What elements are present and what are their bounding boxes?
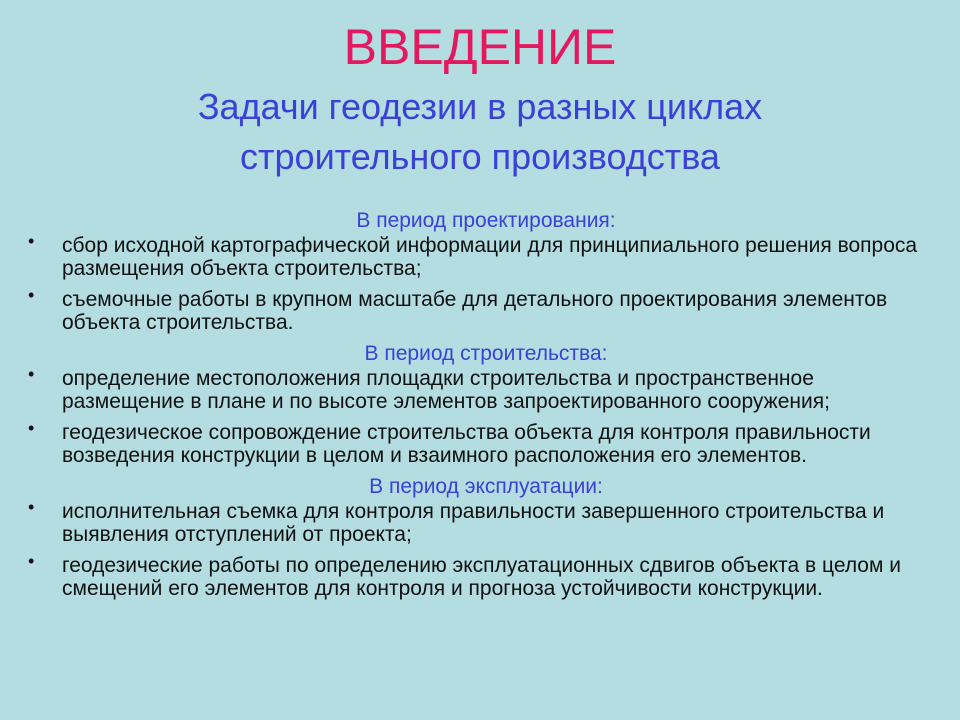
bullet-text: геодезическое сопровождение строительства объекта для контроля правильности возведения конструкции в целом и взаимного расположения его элементов.	[62, 421, 871, 467]
bullet-item	[26, 364, 936, 413]
subtitle-line: Задачи геодезии в разных циклах	[197, 86, 763, 127]
slide-title: ВВЕДЕНИЕ	[343, 19, 617, 75]
bullet-list	[26, 231, 936, 334]
bullet-list	[26, 364, 936, 467]
bullet-item	[26, 551, 936, 600]
bullet-icon: •	[28, 231, 35, 251]
slide-subtitle	[100, 82, 860, 182]
section-operation	[26, 475, 936, 600]
bullet-text: съемочные работы в крупном масштабе для детального проектирования элементов объекта строительства.	[62, 288, 888, 334]
bullet-icon: •	[28, 551, 35, 571]
bullet-text: геодезические работы по определению эксплуатационных сдвигов объекта в целом и смещений его элементов для контроля и прогноза устойчивости конструкции.	[62, 554, 901, 600]
section-heading: В период проектирования:	[356, 209, 616, 232]
section-design	[26, 209, 936, 334]
section-heading: В период эксплуатации:	[369, 475, 603, 498]
section-construction	[26, 342, 936, 467]
slide-content	[26, 209, 936, 608]
bullet-item	[26, 231, 936, 280]
bullet-text: определение местоположения площадки строительства и пространственное размещение в плане и по высоте элементов запроектированного сооружения;	[62, 367, 830, 413]
bullet-icon: •	[28, 497, 35, 517]
bullet-icon: •	[28, 285, 35, 305]
bullet-item	[26, 285, 936, 334]
subtitle-line: строительного производства	[240, 136, 720, 177]
bullet-text: сбор исходной картографической информации для принципиального решения вопроса размещения объекта строительства;	[62, 234, 918, 280]
bullet-icon: •	[28, 418, 35, 438]
bullet-item	[26, 497, 936, 546]
bullet-text: исполнительная съемка для контроля правильности завершенного строительства и выявления отступлений от проекта;	[62, 500, 885, 546]
bullet-list	[26, 497, 936, 600]
bullet-item	[26, 418, 936, 467]
bullet-icon: •	[28, 364, 35, 384]
section-heading: В период строительства:	[364, 342, 608, 365]
